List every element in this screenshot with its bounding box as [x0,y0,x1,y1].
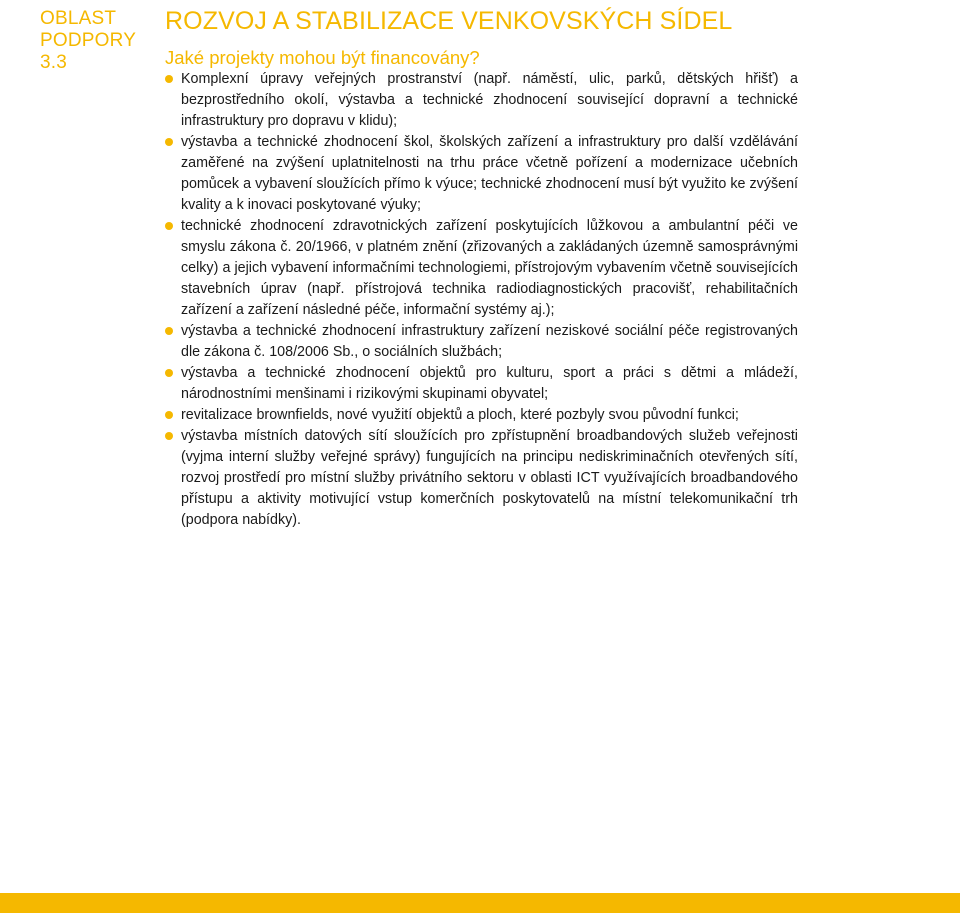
bullet-icon [165,75,173,83]
list-item [162,216,798,321]
list-item [162,69,798,132]
section-label-line-2: PODPORY [40,30,137,51]
list-item [162,321,798,363]
list-item [162,132,798,216]
list-item-text: výstavba a technické zhodnocení infrastruktury zařízení neziskové sociální péče registrovaných dle zákona č. 108/2006 Sb., o sociálních službách; [181,323,798,360]
bullet-icon [165,327,173,335]
bullet-icon [165,369,173,377]
list-item-text: Komplexní úpravy veřejných prostranství (např. náměstí, ulic, parků, dětských hřišť) a bezprostředního okolí, výstavba a technické zhodnocení související dopravní a technické infrastruktury pro dopravu v klidu); [181,71,798,129]
list-item-text: výstavba místních datových sítí sloužících pro zpřístupnění broadbandových služeb veřejnosti (vyjma interní služby veřejné správy) fungujících na principu nediskriminačních otevřených sítí, rozvoj prostředí pro místní služby privátního sektoru v oblasti ICT využívajících broadbandového přístupu a aktivity motivující vstup komerčních poskytovatelů na místní telekomunikační trh (podpora nabídky). [181,428,798,528]
section-label-line-1: OBLAST [40,8,117,29]
section-label [40,8,150,74]
bullet-icon [165,222,173,230]
project-list [162,69,798,531]
bullet-icon [165,138,173,146]
footer-accent-bar [0,893,960,913]
list-item [162,426,798,531]
section-subtitle: Jaké projekty mohou být financovány? [165,47,480,68]
list-item-text: revitalizace brownfields, nové využití objektů a ploch, které pozbyly svou původní funkci; [181,407,739,423]
list-item [162,405,798,426]
bullet-icon [165,411,173,419]
list-item [162,363,798,405]
list-item-text: výstavba a technické zhodnocení objektů pro kulturu, sport a práci s dětmi a mládeží, národnostními menšinami i rizikovými skupinami obyvatel; [181,365,798,402]
list-item-text: výstavba a technické zhodnocení škol, školských zařízení a infrastruktury pro další vzdělávání zaměřené na zvýšení uplatnitelnosti na trhu práce včetně pořízení a modernizace učebních pomůcek a vybavení sloužících přímo k výuce; technické zhodnocení musí být využito ke zvýšení kvality a k inovaci poskytované výuky; [181,134,798,213]
page-title: ROZVOJ A STABILIZACE VENKOVSKÝCH SÍDEL [165,7,733,35]
list-item-text: technické zhodnocení zdravotnických zařízení poskytujících lůžkovou a ambulantní péči ve smyslu zákona č. 20/1966, v platném znění (zřizovaných a zakládaných územně samosprávnými celky) a jejich vybavení informačními technologiemi, přístrojovým vybavením včetně souvisejících stavebních úprav (např. přístrojová technika radiodiagnostických pracovišť, rehabilitačních zařízení a zařízení následné péče, informační systémy aj.); [181,218,798,318]
bullet-icon [165,432,173,440]
section-number: 3.3 [40,52,68,73]
